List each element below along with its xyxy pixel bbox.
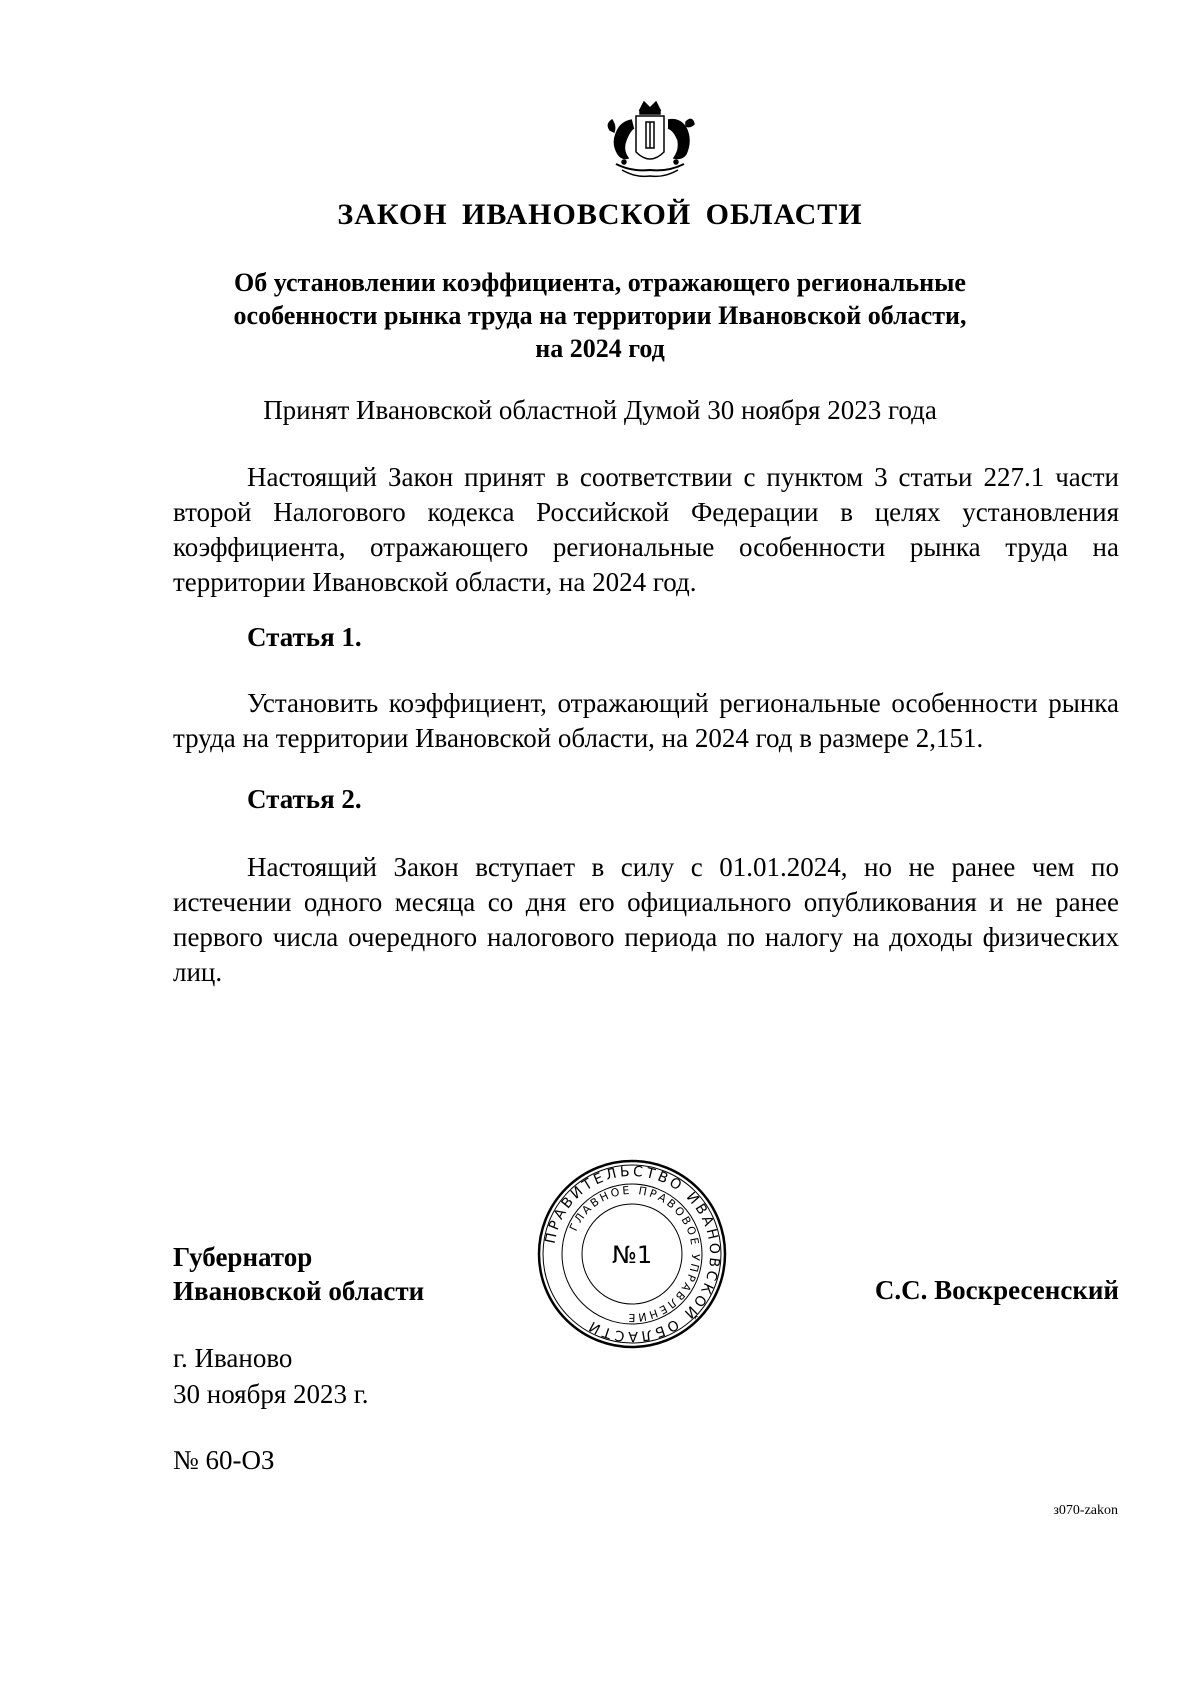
article-2-text: Настоящий Закон вступает в силу с 01.01.2024, но не ранее чем по истечении одного месяца со дня его официального опубликования и не ранее первого числа очередного налогового периода по налогу на доходы физических лиц. [173,852,1119,987]
article-1-text: Установить коэффициент, отражающий региональные особенности рынка труда на территории Ивановской области, на 2024 год в размере 2,151. [173,688,1119,753]
document-code: з070-zakon [1053,1503,1118,1518]
seal-outer-text: ПРАВИТЕЛЬСТВО ИВАНОВСКОЙ ОБЛАСТИ [542,1163,723,1345]
law-number: № 60-ОЗ [173,1445,275,1475]
subtitle-line: Об установлении коэффициента, отражающего региональные [234,268,966,297]
signatory-position-line: Ивановской области [173,1276,425,1306]
signing-date: 30 ноября 2023 г. [173,1379,369,1409]
subtitle-line: особенности рынка труда на территории Ивановской области, [233,301,967,330]
preamble-paragraph: Настоящий Закон принят в соответствии с пунктом 3 статьи 227.1 части второй Налогового кодекса Российской Федерации в целях установления коэффициента, отражающего региональные особенности рынка труда на территории Ивановской области, на 2024 год. [173,462,1119,597]
signatory-position [173,1240,424,1308]
signatory-name: С.С. Воскресенский [874,1275,1119,1305]
official-seal-icon [535,1157,729,1351]
city: г. Иваново [173,1343,293,1373]
coat-of-arms-icon [602,100,698,182]
place-and-date [173,1340,369,1412]
article-2-heading: Статья 2. [247,784,362,814]
subtitle-line: на 2024 год [535,334,665,363]
article-1-heading: Статья 1. [247,622,362,652]
signatory-position-line: Губернатор [173,1242,313,1272]
document-title: ЗАКОН ИВАНОВСКОЙ ОБЛАСТИ [337,198,863,231]
seal-center-text: №1 [611,1241,653,1269]
document-subtitle [160,266,1040,365]
seal-inner-text: ГЛАВНОЕ ПРАВОВОЕ УПРАВЛЕНИЕ [567,1183,703,1325]
adoption-note: Принят Ивановской областной Думой 30 ноября 2023 года [263,395,937,425]
